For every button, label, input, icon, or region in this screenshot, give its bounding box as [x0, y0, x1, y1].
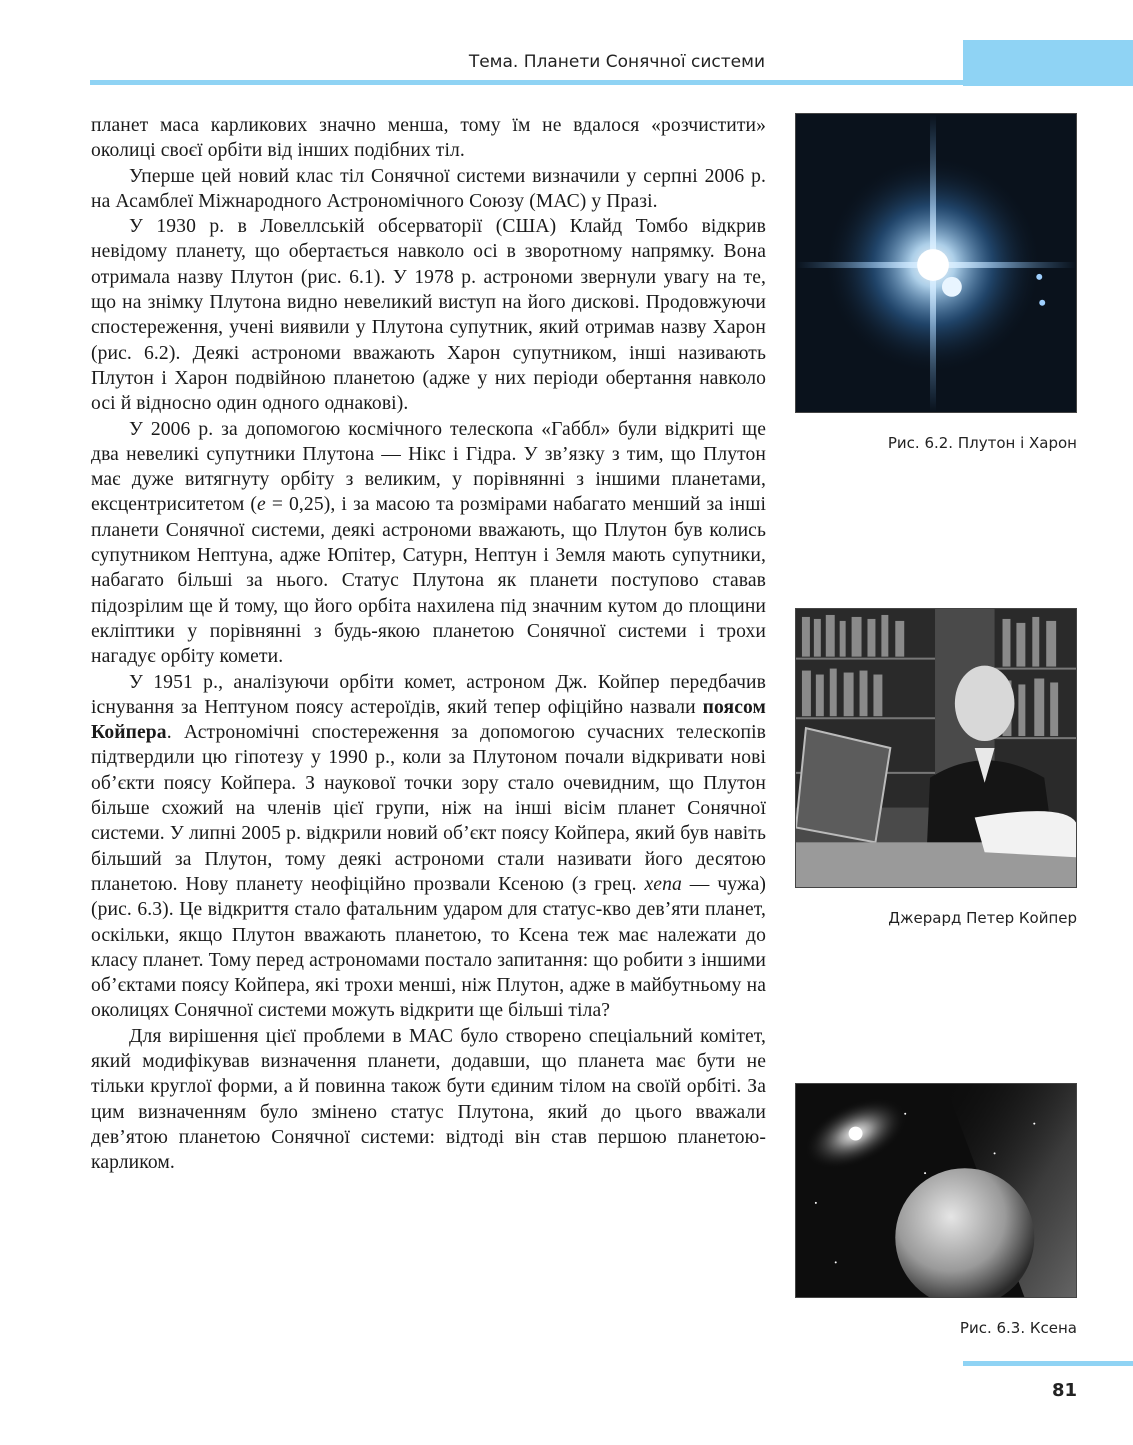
paragraph-3: У 1930 р. в Ловеллській обсерваторії (США) Клайд Томбо відкрив невідому планету, що обертається навколо осі в зворотному напрямку. Вона отримала назву Плутон (рис. 6.1). У 1978 р. астрономи звернули увагу на те, що на знімку Плутона видно невеликий виступ на його дискові. Продовжуючи спостереження, учені виявили у Плутона супутник, який отримав назву Харон (рис. 6.2). Деякі астрономи вважають Харон супутником, інші називають Плутон і Харон подвійною планетою (адже у них періоди обертання навколо осі й відносно один одного однакові).: [91, 216, 766, 415]
paragraph-2: Уперше цей новий клас тіл Сонячної системи визначили у серпні 2006 р. на Асамблеї Міжнародного Астрономічного Союзу (МАС) у Празі.: [91, 165, 766, 212]
header-rule: [90, 80, 1133, 85]
paragraph-5-text-b: . Астрономічні спостереження за допомогою сучасних телескопів підтвердили цю гіпотезу у 1990 р., коли за Плутоном почали відкривати нові об’єкти поясу Койпера. З наукової точки зору стало очевидним, що Плутон більше схожий на членів цієї групи, ніж на інші вісім планет Сонячної системи. У липні 2005 р. відкрили новий об’єкт поясу Койпера, який був навіть більший за Плутон, тому деякі астрономи стали називати його десятою планетою. Нову планету неофіційно прозвали Ксеною (з грец.: [91, 722, 766, 895]
eccentricity-symbol: e: [257, 494, 266, 516]
xena-term: xena: [644, 873, 682, 895]
figure-6-2-caption: Рис. 6.2. Плутон і Харон: [887, 434, 1077, 452]
header-title: Тема. Планети Сонячної системи: [468, 52, 765, 72]
paragraph-5-text-a: У 1951 р., аналізуючи орбіти комет, астроном Дж. Койпер передбачив існування за Нептуном поясу астероїдів, який тепер офіційно назвали: [91, 671, 766, 718]
paragraph-5: [91, 670, 766, 1024]
paragraph-4-text-b: = 0,25), і за масою та розмірами набагато менший за інші планети Сонячної системи, деякі астрономи вважають, що Плутон був колись супутником Нептуна, адже Юпітер, Сатурн, Нептун і Земля мають супутники, набагато більші за нього. Статус Плутона як планети поступово ставав підозрілим ще й тому, що його орбіта нахилена під значним кутом до площини екліптики у порівнянні з будь-якою планетою Сонячної системи і трохи нагадує орбіту комети.: [91, 494, 766, 668]
kuiper-caption: Джерард Петер Койпер: [888, 909, 1077, 927]
paragraph-4-text-a: У 2006 р. за допомогою космічного телескопа «Габбл» були відкриті ще два невеликі супутники Плутона — Нікс і Гідра. У зв’язку з тим, що Плутон має дуже витягнуту орбіту з великим, у порівнянні з іншими планетами, ексцентриситетом (: [91, 418, 766, 516]
page-number: 81: [1051, 1380, 1077, 1401]
paragraph-4: [91, 417, 766, 670]
main-text: [91, 113, 766, 1175]
xena-image: [795, 1083, 1077, 1298]
kuiper-portrait-image: [795, 608, 1077, 888]
kuiper-belt-term: поясом Койпера: [91, 696, 766, 744]
paragraph-1: планет маса карликових значно менша, тому їм не вдалося «розчистити» околиці своєї орбіти від інших подібних тіл.: [91, 115, 766, 162]
footer-rule: [963, 1361, 1133, 1366]
paragraph-6: Для вирішення цієї проблеми в МАС було створено спеціальний комітет, який модифікував визначення планети, додавши, що планета має бути не тільки круглої форми, а й повинна також бути єдиним тілом на своїй орбіті. За цим визначенням було змінено статус Плутона, який до цього вважали дев’ятою планетою Сонячної системи: відтоді він став першою планетою-карликом.: [91, 1025, 766, 1174]
figure-6-3-caption: Рис. 6.3. Ксена: [959, 1319, 1077, 1337]
pluto-charon-image: [795, 113, 1077, 413]
paragraph-5-text-c: — чужа) (рис. 6.3). Це відкриття стало фатальним ударом для статус-кво дев’яти планет, оскільки, якщо Плутон вважають планетою, то Ксена теж має належати до класу планет. Тому перед астрономами постало запитання: що робити з іншими об’єктами поясу Койпера, які трохи менші, ніж Плутон, адже в майбутньому на околицях Сонячної системи можуть відкрити ще більші тіла?: [91, 873, 766, 1022]
